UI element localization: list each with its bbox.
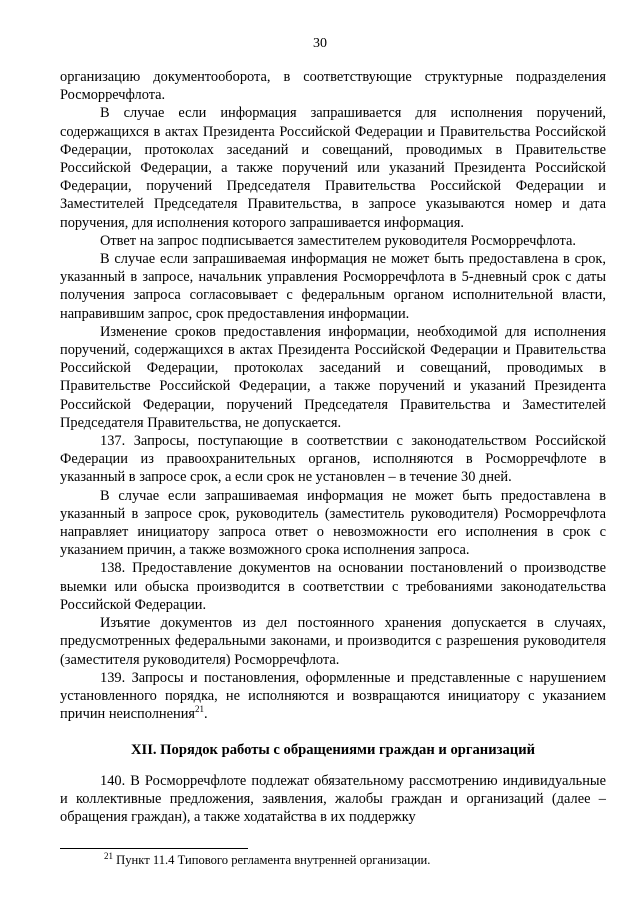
paragraph: Изменение сроков предоставления информации, необходимой для исполнения поручений, содержащихся в актах Президента Российской Федерации и Правительства Российской Федерации, протоколах заседаний и совещаний, проводимых в Правительстве Российской Федерации, а также поручений и указаний Президента Российской Федерации, поручений Председателя Правительства и Заместителей Председателя Правительства, не допускается. xyxy=(60,323,606,431)
paragraph-text: 139. Запросы и постановления, оформленные и представленные с нарушением установленного порядка, не исполняются и возвращаются инициатору с указанием причин неисполнения xyxy=(60,669,606,723)
paragraph: Ответ на запрос подписывается заместителем руководителя Росморречфлота. xyxy=(100,232,577,249)
paragraph: В случае если информация запрашивается для исполнения поручений, содержащихся в актах Президента Российской Федерации и Правительства Российской Федерации, протоколах заседаний и совещаний, проводимых в Правительстве Российской Федерации, а также поручений или указаний Президента Российской Федерации, поручений Председателя Правительства Российской Федерации и Заместителей Председателя Правительства, в запросе указываются номер и дата поручения, для исполнения которого запрашивается информация. xyxy=(60,105,606,231)
paragraph: 137. Запросы, поступающие в соответствии с законодательством Российской Федерации из правоохранительных органов, исполняются в Росморречфлоте в указанный в запросе срок, а если срок не установлен – в течение 30 дней. xyxy=(60,433,606,486)
paragraph: 138. Предоставление документов на основании постановлений о производстве выемки или обыска производится в соответствии с требованиями законодательства Российской Федерации. xyxy=(60,560,606,613)
footnote-reference[interactable]: 21 xyxy=(195,704,205,715)
paragraph: 140. В Росморречфлоте подлежат обязательному рассмотрению индивидуальные и коллективные предложения, заявления, жалобы граждан и организаций (далее – обращения граждан), а также ходатайства в их поддержку xyxy=(60,772,606,825)
paragraph-with-footnote xyxy=(60,669,606,724)
footnote-marker: 21 xyxy=(104,850,113,861)
section-heading: XII. Порядок работы с обращениями граждан и организаций xyxy=(130,742,536,759)
paragraph: организацию документооборота, в соответствующие структурные подразделения Росморречфлота. xyxy=(60,69,606,104)
body-text xyxy=(60,68,606,826)
paragraph: В случае если запрашиваемая информация не может быть предоставлена в срок, указанный в запросе, начальник управления Росморречфлота в 5-дневный срок с даты получения запроса согласовывает с федеральным органом исполнительной власти, направившим запрос, срок предоставления информации. xyxy=(60,251,606,322)
footnote xyxy=(104,850,431,868)
paragraph: В случае если запрашиваемая информация не может быть предоставлена в указанный в запросе срок, руководитель (заместитель руководителя) Росморречфлота направляет инициатору запроса ответ о невозможности его исполнения в срок с указанием причин, а также возможного срока исполнения запроса. xyxy=(60,487,606,559)
footnote-text: Пункт 11.4 Типового регламента внутренней организации. xyxy=(116,853,431,867)
footnote-divider xyxy=(60,848,248,849)
paragraph-tail: . xyxy=(204,706,208,723)
page-number: 30 xyxy=(313,36,327,51)
paragraph: Изъятие документов из дел постоянного хранения допускается в случаях, предусмотренных федеральными законами, и производится с разрешения руководителя (заместителя руководителя) Росморречфлота. xyxy=(60,615,606,668)
